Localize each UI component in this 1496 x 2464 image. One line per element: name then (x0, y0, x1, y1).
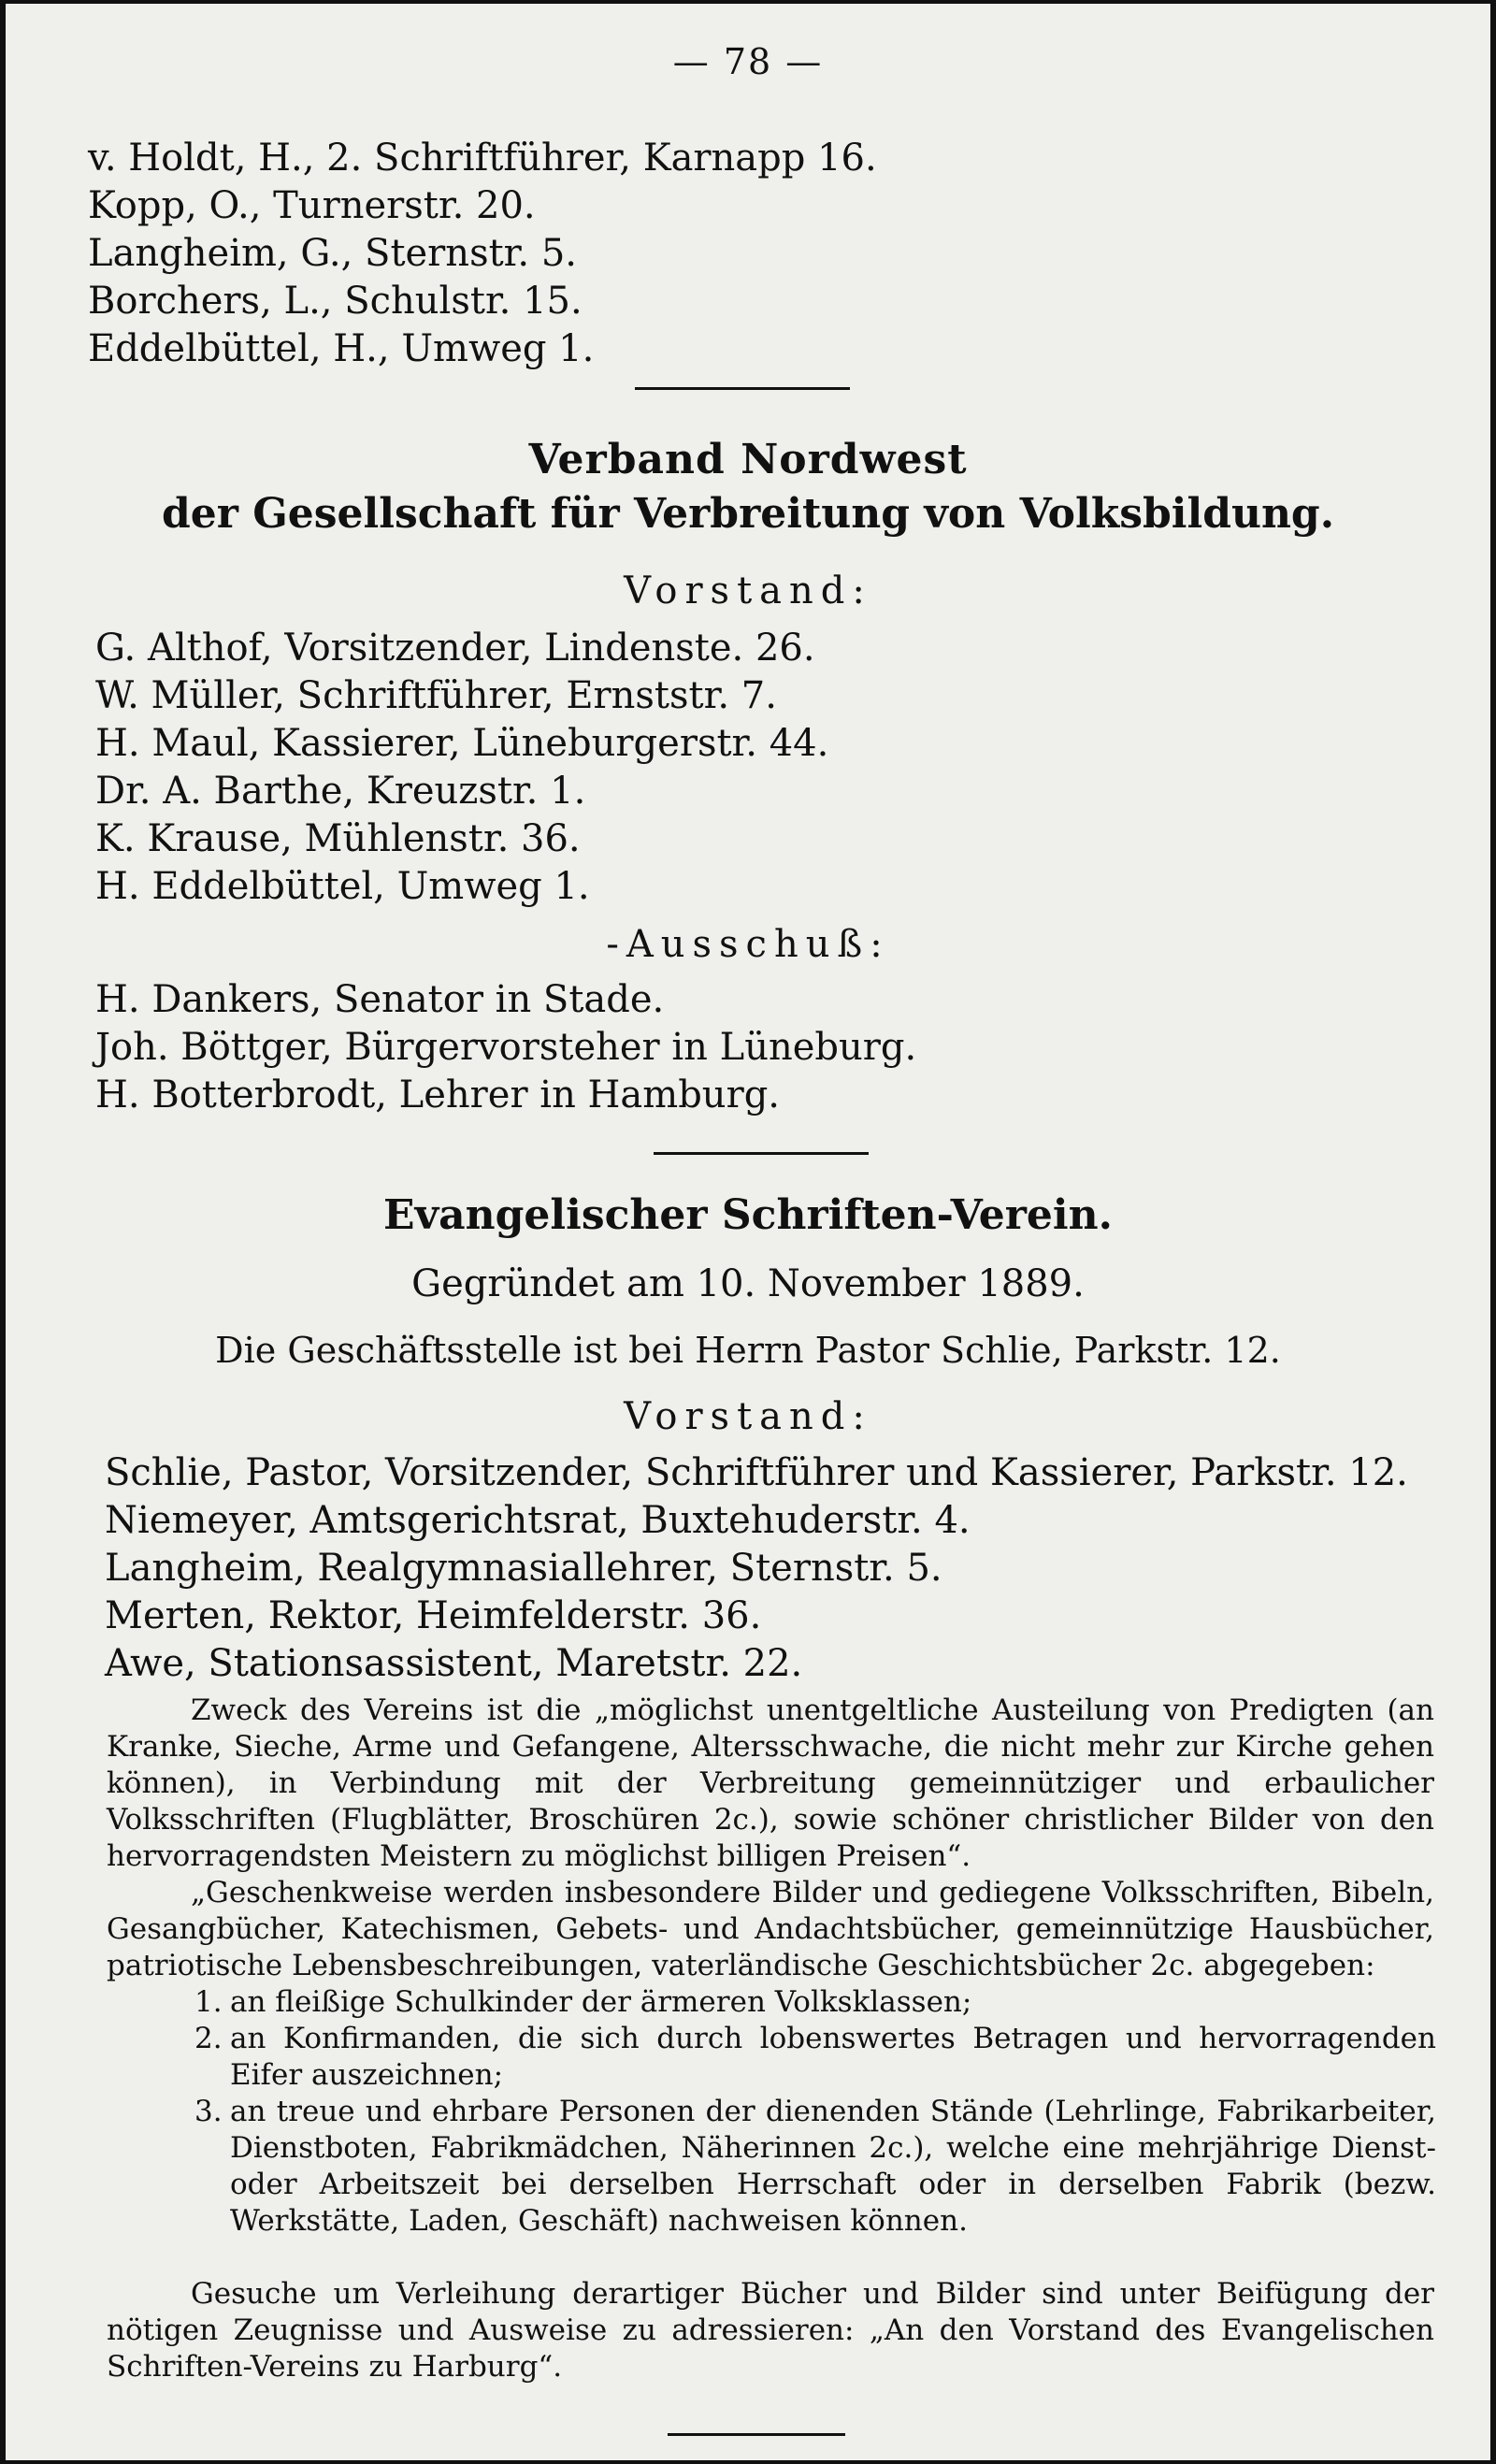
item-number: 2. (194, 2022, 223, 2055)
list-item: Borchers, L., Schulstr. 15. (88, 280, 583, 323)
list-item: Langheim, G., Sternstr. 5. (88, 232, 577, 275)
list-item: G. Althof, Vorsitzender, Lindenste. 26. (95, 627, 815, 670)
recipient-list (194, 1984, 1436, 2240)
item-number: 1. (194, 1985, 223, 2019)
list-item: v. Holdt, H., 2. Schriftführer, Karnapp 16. (88, 137, 877, 180)
list-item: Schlie, Pastor, Vorsitzender, Schriftführer und Kassierer, Parkstr. 12. (105, 1451, 1408, 1494)
list-item: Dr. A. Barthe, Kreuzstr. 1. (95, 770, 586, 813)
list-item (194, 2094, 1436, 2240)
list-item: H. Botterbrodt, Lehrer in Hamburg. (95, 1073, 781, 1117)
verband-vorstand-heading: Vorstand: (624, 569, 872, 612)
verein-office: Die Geschäftsstelle ist bei Herrn Pastor Schlie, Parkstr. 12. (215, 1330, 1281, 1371)
page-number: — 78 — (672, 41, 824, 82)
member-list-top (88, 135, 877, 373)
list-item: H. Maul, Kassierer, Lüneburgerstr. 44. (95, 722, 829, 765)
list-item (194, 1984, 1436, 2021)
section-divider (668, 2433, 845, 2436)
verband-ausschuss-list (95, 976, 916, 1119)
verband-vorstand-list (95, 625, 828, 911)
item-text: an fleißige Schulkinder der ärmeren Volksklassen; (230, 1985, 972, 2019)
item-text: an Konfirmanden, die sich durch lobenswertes Betragen und hervorragenden Eifer auszeichnen; (230, 2022, 1436, 2092)
verband-ausschuss-heading: -Ausschuß: (606, 923, 890, 966)
verein-title: Evangelischer Schriften-Verein. (383, 1191, 1113, 1239)
item-text: an treue und ehrbare Personen der dienenden Stände (Lehrlinge, Fabrikarbeiter, Dienstboten, Fabrikmädchen, Näherinnen 2c.), welche eine mehrjährige Dienst- oder Arbeitszeit bei derselben Herrschaft oder in derselben Fabrik (bezw. Werkstätte, Laden, Geschäft) nachweisen können. (230, 2095, 1436, 2238)
list-item: H. Eddelbüttel, Umweg 1. (95, 865, 590, 908)
item-number: 3. (194, 2095, 223, 2128)
verein-vorstand-list (105, 1449, 1408, 1688)
list-item: Merten, Rektor, Heimfelderstr. 36. (105, 1594, 762, 1637)
section-divider (635, 387, 850, 390)
list-item: W. Müller, Schriftführer, Ernststr. 7. (95, 674, 777, 717)
list-item: H. Dankers, Senator in Stade. (95, 978, 665, 1021)
verein-founded: Gegründet am 10. November 1889. (411, 1262, 1085, 1305)
verband-title: Verband Nordwest (528, 436, 968, 483)
requests-paragraph: Gesuche um Verleihung derartiger Bücher und Bilder sind unter Beifügung der nötigen Zeugnisse und Ausweise zu adressieren: „An den Vorstand des Evangelischen Schriften-Vereins zu Harburg“. (107, 2277, 1434, 2384)
list-item: Eddelbüttel, H., Umweg 1. (88, 327, 595, 370)
book-page (6, 4, 1490, 2460)
verband-subtitle: der Gesellschaft für Verbreitung von Volksbildung. (161, 490, 1335, 538)
list-item: Niemeyer, Amtsgerichtsrat, Buxtehuderstr. 4. (105, 1499, 971, 1542)
list-item: Joh. Böttger, Bürgervorsteher in Lüneburg. (95, 1026, 917, 1069)
gifts-paragraph: „Geschenkweise werden insbesondere Bilder und gediegene Volksschriften, Bibeln, Gesangbücher, Katechismen, Gebets- und Andachtsbücher, gemeinnützige Hausbücher, patriotische Lebensbeschreibungen, vaterländische Geschichtsbücher 2c. abgegeben: (107, 1876, 1434, 1982)
verein-vorstand-heading: Vorstand: (624, 1395, 872, 1438)
list-item: Awe, Stationsassistent, Maretstr. 22. (105, 1642, 803, 1685)
section-divider (654, 1152, 869, 1155)
purpose-paragraph: Zweck des Vereins ist die „möglichst unentgeltliche Austeilung von Predigten (an Kranke, Sieche, Arme und Gefangene, Altersschwache, die nicht mehr zur Kirche gehen können), in Verbindung mit der Verbreitung gemeinnütziger und erbaulicher Volksschriften (Flugblätter, Broschüren 2c.), sowie schöner christlicher Bilder von den hervorragendsten Meistern zu möglichst billigen Preisen“. (107, 1693, 1434, 1873)
list-item: Kopp, O., Turnerstr. 20. (88, 184, 536, 227)
list-item: Langheim, Realgymnasiallehrer, Sternstr. 5. (105, 1547, 942, 1590)
list-item: K. Krause, Mühlenstr. 36. (95, 817, 581, 860)
list-item (194, 2021, 1436, 2094)
